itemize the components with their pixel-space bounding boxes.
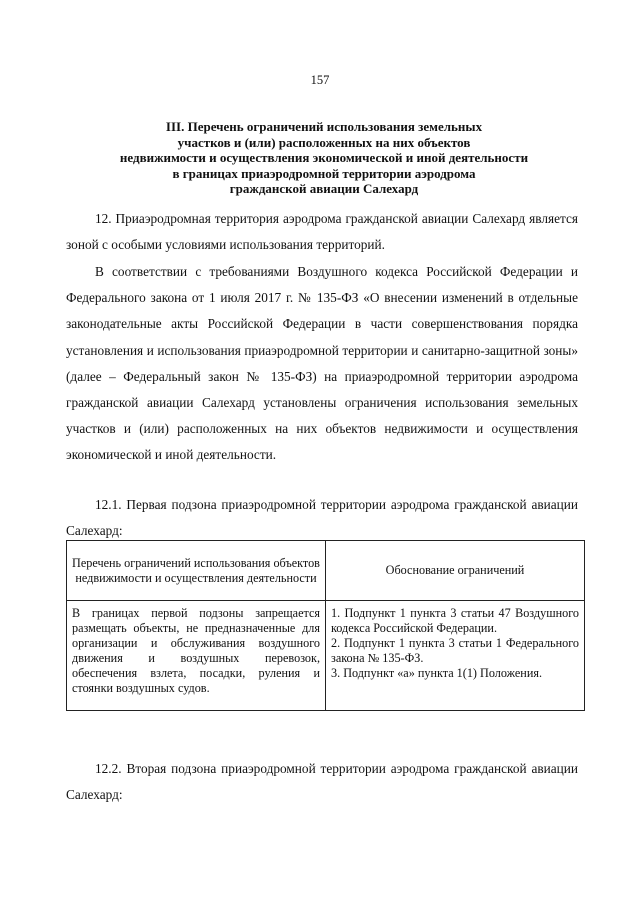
heading-line: участков и (или) расположенных на них объектов <box>177 134 471 150</box>
heading-line: в границах приаэродромной территории аэродрома <box>172 165 476 181</box>
basis-item: 2. Подпункт 1 пункта 3 статьи 1 Федерального закона № 135-ФЗ. <box>331 636 579 665</box>
table-header-row <box>67 541 585 601</box>
basis-item: 1. Подпункт 1 пункта 3 статьи 47 Воздушного кодекса Российской Федерации. <box>331 606 579 635</box>
basis-cell <box>326 601 585 711</box>
column-header-basis: Обоснование ограничений <box>326 541 585 601</box>
section-heading <box>64 119 584 197</box>
column-header-restrictions: Перечень ограничений использования объектов недвижимости и осуществления деятельности <box>67 541 326 601</box>
paragraph-12-2: 12.2. Вторая подзона приаэродромной территории аэродрома гражданской авиации Салехард: <box>66 761 578 803</box>
paragraph-12: 12. Приаэродромная территория аэродрома гражданской авиации Салехард является зоной с особыми условиями использования территорий. <box>66 211 578 253</box>
restriction-cell: В границах первой подзоны запрещается размещать объекты, не предназначенные для организации и обслуживания воздушного движения и воздушных перевозок, обеспечения взлета, посадки, руления и стоянки воздушных судов. <box>67 601 326 711</box>
heading-line: III. Перечень ограничений использования земельных <box>165 119 483 134</box>
basis-item: 3. Подпункт «а» пункта 1(1) Положения. <box>331 666 543 680</box>
paragraph-12-1: 12.1. Первая подзона приаэродромной территории аэродрома гражданской авиации Салехард: <box>66 497 578 539</box>
restrictions-table <box>66 540 585 711</box>
heading-line: недвижимости и осуществления экономической и иной деятельности <box>119 150 529 165</box>
table-row <box>67 601 585 711</box>
heading-line: гражданской авиации Салехард <box>229 181 419 196</box>
page-number: 157 <box>310 73 330 87</box>
paragraph-legal-basis: В соответствии с требованиями Воздушного кодекса Российской Федерации и Федерального закона от 1 июля 2017 г. № 135-ФЗ «О внесении изменений в отдельные законодательные акты Российской Федерации в части совершенствования порядка установления и использования приаэродромной территории и санитарно-защитной зоны» (далее – Федеральный закон № 135-ФЗ) на приаэродромной территории аэродрома гражданской авиации Салехард установлены ограничения использования земельных участков и (или) расположенных на них объектов недвижимости и осуществления экономической и иной деятельности. <box>66 264 578 463</box>
